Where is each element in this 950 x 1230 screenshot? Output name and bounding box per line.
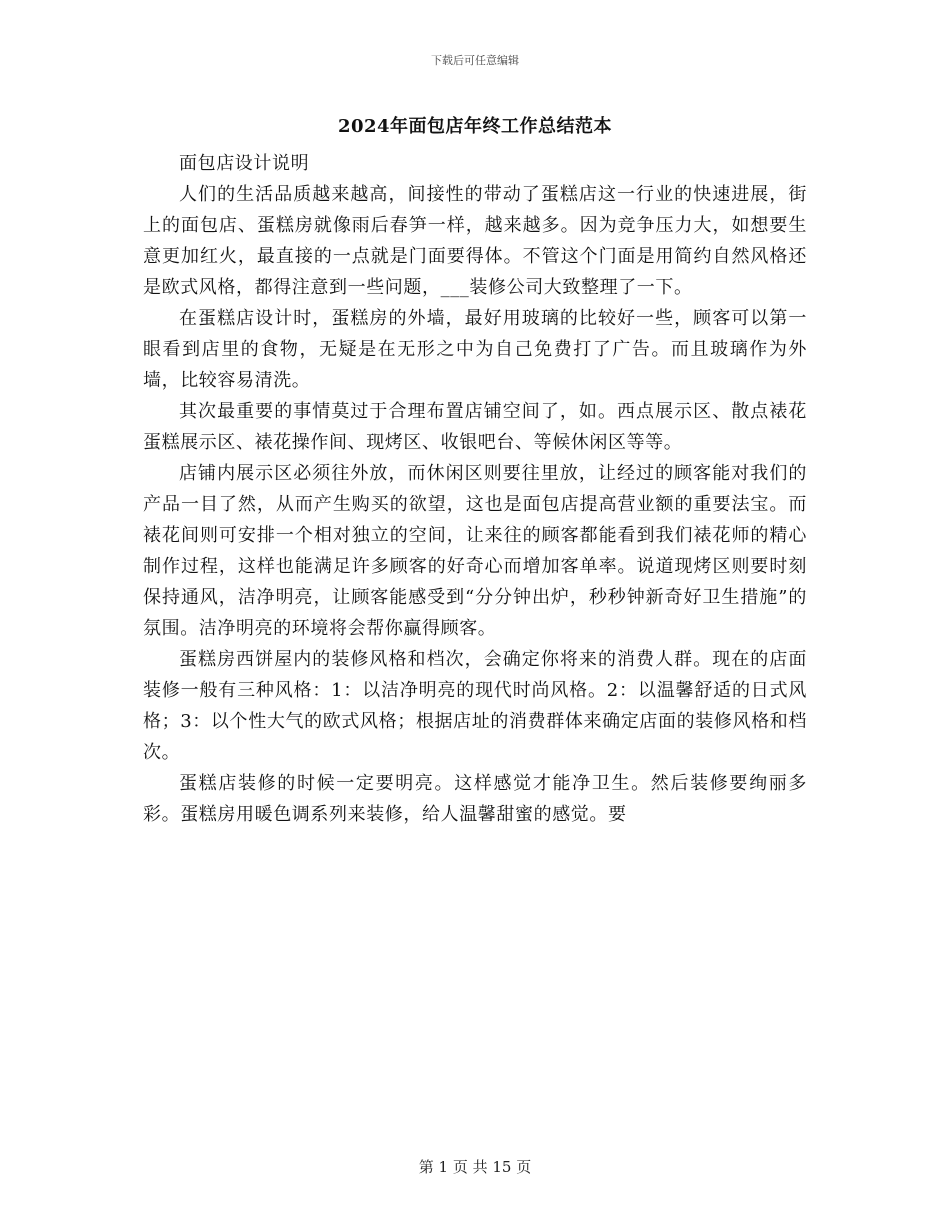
paragraph: 在蛋糕店设计时，蛋糕房的外墙，最好用玻璃的比较好一些，顾客可以第一眼看到店里的食物，无疑是在无形之中为自己免费打了广告。而且玻璃作为外墙，比较容易清洗。: [143, 308, 807, 391]
section-heading: 面包店设计说明: [179, 153, 310, 174]
document-body: [143, 148, 807, 830]
paragraph: 蛋糕店装修的时候一定要明亮。这样感觉才能净卫生。然后装修要绚丽多彩。蛋糕房用暖色调系列来装修，给人温馨甜蜜的感觉。要: [143, 773, 807, 825]
page-header-note: 下载后可任意编辑: [431, 54, 519, 67]
paragraph: 人们的生活品质越来越高，间接性的带动了蛋糕店这一行业的快速进展，街上的面包店、蛋糕房就像雨后春笋一样，越来越多。因为竞争压力大，如想要生意更加红火，最直接的一点就是门面要得体。不管这个门面是用简约自然风格还是欧式风格，都得注意到一些问题，___装修公司大致整理了一下。: [143, 184, 807, 298]
paragraph: 蛋糕房西饼屋内的装修风格和档次，会确定你将来的消费人群。现在的店面装修一般有三种风格：1：以洁净明亮的现代时尚风格。2：以温馨舒适的日式风格；3：以个性大气的欧式风格；根据店址的消费群体来确定店面的装修风格和档次。: [143, 649, 807, 763]
paragraph: 店铺内展示区必须往外放，而休闲区则要往里放，让经过的顾客能对我们的产品一目了然，从而产生购买的欲望，这也是面包店提高营业额的重要法宝。而裱花间则可安排一个相对独立的空间，让来往的顾客都能看到我们裱花师的精心制作过程，这样也能满足许多顾客的好奇心而增加客单率。说道现烤区则要时刻保持通风，洁净明亮，让顾客能感受到“分分钟出炉，秒秒钟新奇好卫生措施”的氛围。洁净明亮的环境将会帮你赢得顾客。: [143, 463, 807, 639]
page-number: 第 1 页 共 15 页: [418, 1158, 532, 1176]
document-title: 2024年面包店年终工作总结范本: [337, 116, 613, 137]
paragraph: 其次最重要的事情莫过于合理布置店铺空间了，如。西点展示区、散点裱花蛋糕展示区、裱花操作间、现烤区、收银吧台、等候休闲区等等。: [143, 401, 807, 453]
